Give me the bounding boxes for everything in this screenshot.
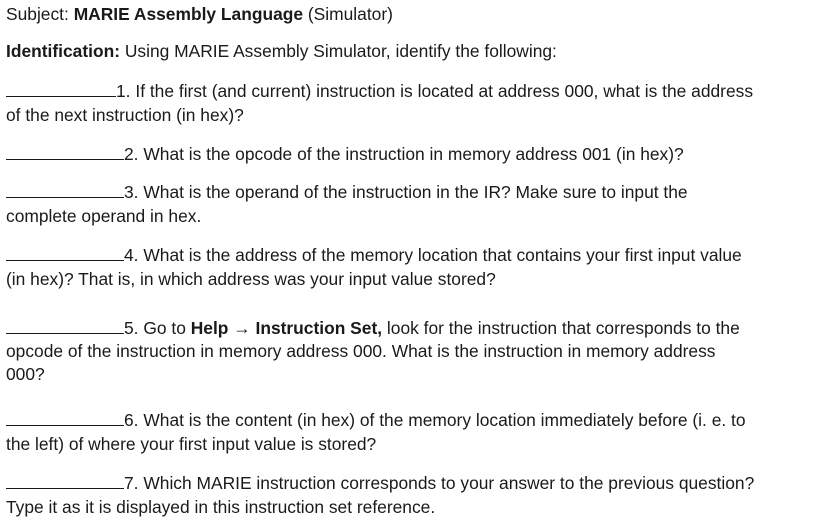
question-6-continued	[6, 432, 376, 456]
question-text: of the next instruction (in hex)?	[6, 105, 244, 125]
subject-note: (Simulator)	[307, 4, 393, 24]
answer-blank-3[interactable]	[6, 179, 124, 198]
question-4-continued	[6, 267, 496, 291]
question-number: 2.	[124, 144, 139, 164]
question-2	[6, 141, 684, 166]
question-1	[6, 78, 753, 103]
menu-path: Help → Instruction Set,	[190, 318, 383, 338]
question-number: 4.	[124, 245, 139, 265]
identification-label: Identification:	[6, 41, 120, 61]
question-number: 3.	[124, 182, 139, 202]
question-text: What is the opcode of the instruction in memory address 001 (in hex)?	[143, 144, 684, 164]
answer-blank-4[interactable]	[6, 242, 124, 261]
question-6	[6, 407, 746, 432]
question-5	[6, 315, 740, 340]
question-text: complete operand in hex.	[6, 206, 202, 226]
question-text: Which MARIE instruction corresponds to your answer to the previous question?	[143, 473, 755, 493]
subject-label: Subject:	[6, 4, 69, 24]
identification-text: Using MARIE Assembly Simulator, identify the following:	[124, 41, 557, 61]
answer-blank-2[interactable]	[6, 141, 124, 160]
question-5-continued	[6, 339, 715, 363]
question-1-continued	[6, 103, 244, 127]
question-number: 1.	[116, 81, 131, 101]
question-text: What is the content (in hex) of the memory location immediately before (i. e. to	[143, 410, 746, 430]
question-number: 7.	[124, 473, 139, 493]
question-text: Type it as it is displayed in this instruction set reference.	[6, 497, 436, 517]
answer-blank-7[interactable]	[6, 470, 124, 489]
question-text: If the first (and current) instruction is located at address 000, what is the address	[135, 81, 754, 101]
question-text: What is the operand of the instruction in the IR? Make sure to input the	[143, 182, 688, 202]
question-text: opcode of the instruction in memory address 000. What is the instruction in memory address	[6, 341, 716, 361]
question-text: What is the address of the memory location that contains your first input value	[143, 245, 742, 265]
answer-blank-5[interactable]	[6, 315, 124, 334]
question-text: look for the instruction that corresponds to the	[386, 318, 740, 338]
question-4	[6, 242, 742, 267]
question-5-continued-2	[6, 362, 45, 386]
question-text: the left) of where your first input value is stored?	[6, 434, 377, 454]
question-7-continued	[6, 495, 435, 519]
subject-value: MARIE Assembly Language	[73, 4, 304, 24]
identification-line	[6, 39, 557, 63]
question-3	[6, 179, 688, 204]
subject-line	[6, 2, 393, 26]
question-text: Go to	[143, 318, 186, 338]
answer-blank-6[interactable]	[6, 407, 124, 426]
question-3-continued	[6, 204, 201, 228]
question-text: 000?	[6, 364, 45, 384]
answer-blank-1[interactable]	[6, 78, 116, 97]
question-number: 5.	[124, 318, 139, 338]
question-7	[6, 470, 754, 495]
question-text: (in hex)? That is, in which address was your input value stored?	[6, 269, 496, 289]
question-number: 6.	[124, 410, 139, 430]
